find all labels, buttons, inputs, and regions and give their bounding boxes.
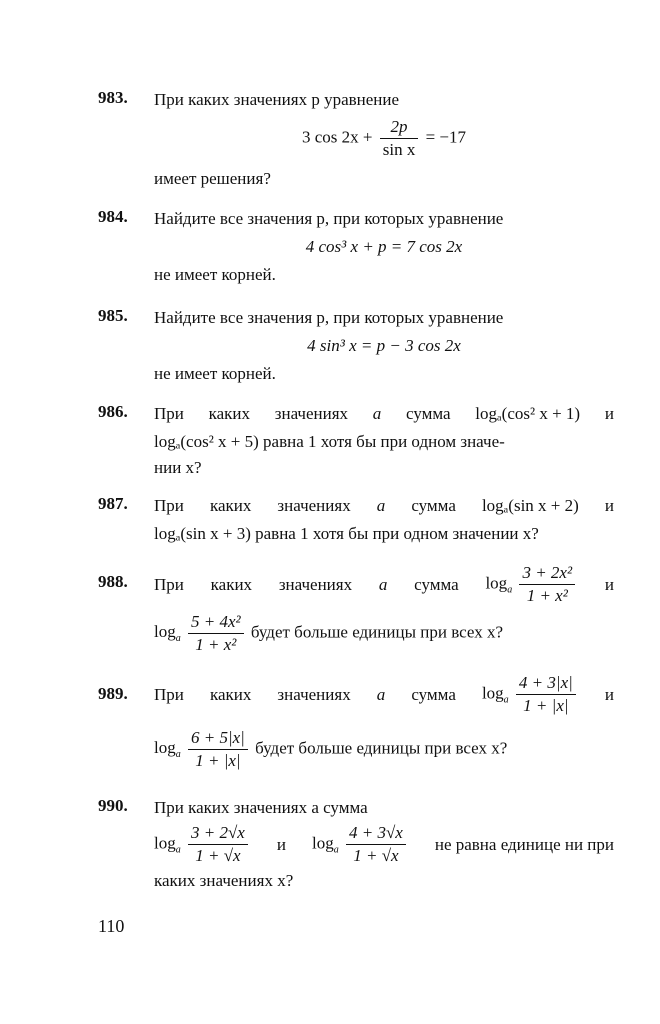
justified-line: При каких значениях a сумма logₐ(sin x + 2) и bbox=[154, 494, 614, 518]
problem-number: 983. bbox=[98, 88, 128, 107]
problem-text: При каких значениях p уравнение bbox=[154, 90, 400, 109]
equation: 4 sin³ x = p − 3 cos 2x bbox=[307, 336, 461, 355]
problem-text: имеет решения? bbox=[154, 169, 271, 188]
problem-number: 987. bbox=[98, 494, 128, 513]
problem-number: 985. bbox=[98, 306, 128, 325]
log-expression: logₐ(sin x + 3) bbox=[154, 524, 251, 543]
log-fraction: $\log_a$ $\frac{\text{3 + 2x²}}{\text{1 + x²}}$ bbox=[485, 562, 578, 607]
justified-line: При каких значениях a сумма logₐ(cos² x + 1) и bbox=[154, 402, 614, 426]
log-fraction: $\log_a$ $\frac{4 + 3√x}{1 + √x}$ bbox=[312, 822, 409, 867]
log-fraction: $\log_a$ $\frac{\text{5 + 4x²}}{\text{1 + x²}}$ bbox=[154, 622, 251, 641]
log-fraction: $\log_a$ $\frac{4 + 3|x|}{1 + |x|}$ bbox=[482, 672, 579, 717]
log-expression: logₐ(sin x + 2) bbox=[481, 496, 579, 515]
problem-text: При каких значениях a сумма bbox=[154, 798, 368, 817]
problem-number: 988. bbox=[98, 572, 128, 591]
problem-text: $\log_a$ $\frac{\text{5 + 4x²}}{\text{1 + x²}}$ будет больше единицы при всех x? bbox=[154, 612, 503, 654]
problem-number: 984. bbox=[98, 207, 128, 226]
equation: 4 cos³ x + p = 7 cos 2x bbox=[305, 237, 463, 256]
fraction: $\frac{2p}{\text{sin x}}$ bbox=[380, 116, 419, 161]
problem-number: 990. bbox=[98, 796, 128, 815]
problem-number: 989. bbox=[98, 684, 128, 703]
problem-text: каких значениях x? bbox=[154, 871, 294, 890]
page-number: 110 bbox=[98, 916, 125, 936]
log-fraction: $\log_a$ $\frac{3 + 2√x}{1 + √x}$ bbox=[154, 822, 251, 867]
problem-text: logₐ(cos² x + 5) равна 1 хотя бы при одном значе- bbox=[154, 432, 505, 451]
problem-text: не имеет корней. bbox=[154, 265, 276, 284]
justified-line: $\log_a$ $\frac{3 + 2√x}{1 + √x}$ и $\log_a$ $\frac{4 + 3√x}{1 + √x}$ не равна единице ни при bbox=[154, 823, 614, 865]
log-fraction: $\log_a$ $\frac{6 + 5|x|}{1 + |x|}$ bbox=[154, 738, 255, 757]
log-expression: logₐ(cos² x + 5) bbox=[154, 432, 259, 451]
problem-text: нии x? bbox=[154, 458, 202, 477]
justified-line: При каких значениях a сумма $\log_a$ $\frac{4 + 3|x|}{1 + |x|}$ и bbox=[154, 673, 614, 715]
problem-text: $\log_a$ $\frac{6 + 5|x|}{1 + |x|}$ будет больше единицы при всех x? bbox=[154, 728, 508, 770]
log-expression: logₐ(cos² x + 1) bbox=[475, 404, 581, 423]
justified-line: При каких значениях a сумма $\log_a$ $\frac{\text{3 + 2x²}}{\text{1 + x²}}$ и bbox=[154, 563, 614, 605]
problem-text: не имеет корней. bbox=[154, 364, 276, 383]
problem-text: Найдите все значения p, при которых уравнение bbox=[154, 308, 504, 327]
equation: 3 cos 2x + $\frac{2p}{\text{sin x}}$ = −17 bbox=[301, 117, 467, 159]
problem-text: logₐ(sin x + 3) равна 1 хотя бы при одном значении x? bbox=[154, 524, 539, 543]
problem-text: Найдите все значения p, при которых уравнение bbox=[154, 209, 504, 228]
problem-number: 986. bbox=[98, 402, 128, 421]
